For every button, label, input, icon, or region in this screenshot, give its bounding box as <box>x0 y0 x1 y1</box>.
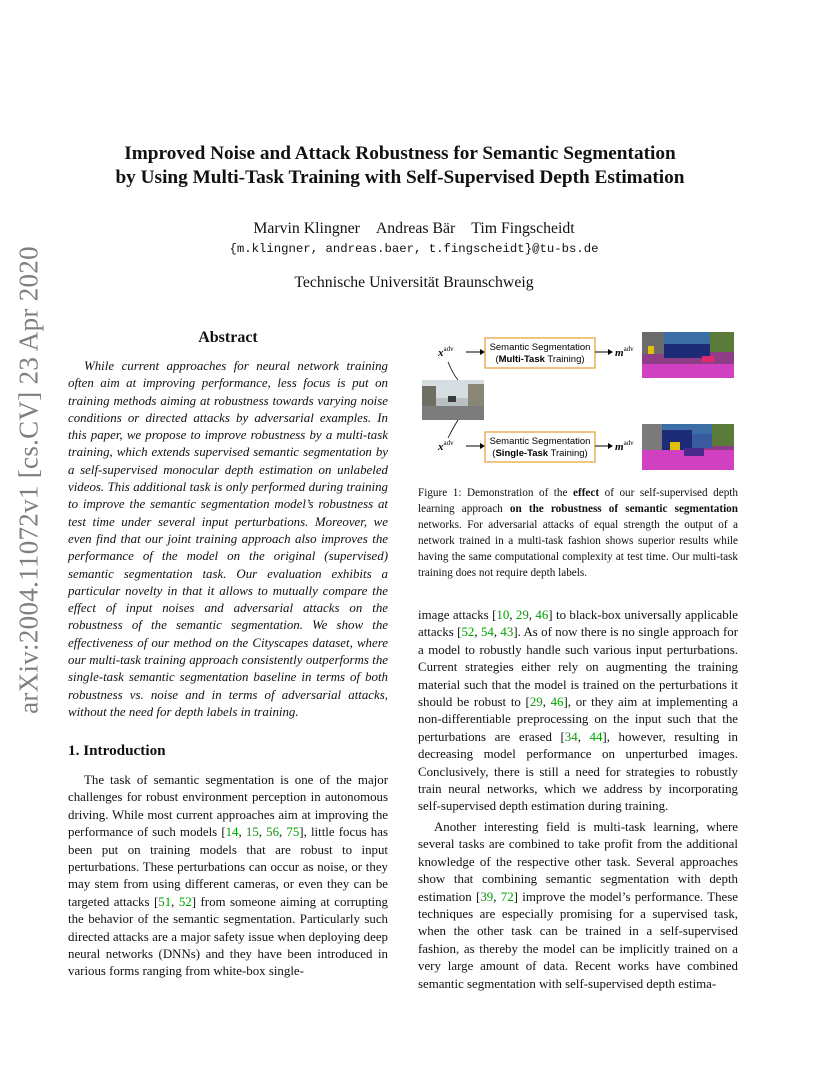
text-run: ] improve the model’s performance. These techniques are especially promising for a supervised task, when the other task can be trained in a self-supervised fashion, as thereby the model can be implicitly trained on a very large amount of data. Recent works have combined semantic segmentation with self-supervised depth estima- <box>418 889 739 991</box>
connector-bottom <box>448 420 458 438</box>
citation-link[interactable]: 46 <box>550 695 564 710</box>
figure-1-caption <box>418 485 738 581</box>
intro-left-column <box>68 772 388 981</box>
input-street-image <box>422 380 484 420</box>
text-run: networks. For adversarial attacks of equal strength the output of a network trained in a multi-task fashion shows superior results while having the same computational complexity at test time. Our multi-task training does not require depth labels. <box>418 519 738 579</box>
text-run: ] to black-box universally applicable attacks [ <box>418 608 738 640</box>
output-label-bottom: $m^{adv}$ <box>615 439 634 453</box>
title-line-2: by Using Multi-Task Training with Self-Supervised Depth Estimation <box>115 167 685 188</box>
output-label-top: $m^{adv}$ <box>615 345 634 359</box>
text-run: on the robustness of semantic segmentation <box>509 503 738 515</box>
text-run: ], little focus has been put on training models that are robust to input perturbations. These perturbations can occur as noise, or they may stem from using different cameras, or even they can be targeted attacks [ <box>68 825 388 909</box>
abstract-heading: Abstract <box>198 329 258 346</box>
text-run: ], or they aim at implementing a non-differentiable preprocessing on the input such that the perturbations are erased [ <box>418 695 738 744</box>
citation-link[interactable]: 51 <box>158 894 172 909</box>
citation-link[interactable]: 54 <box>480 625 494 640</box>
citation-link[interactable]: 46 <box>535 608 549 622</box>
citation-link[interactable]: 29 <box>515 608 529 622</box>
text-run: Figure 1: Demonstration of the <box>418 487 574 499</box>
affiliation: Technische Universität Braunschweig <box>294 274 534 291</box>
citation-link[interactable]: 10 <box>496 608 510 622</box>
text-run: image attacks [ <box>418 608 497 622</box>
intro-paragraph-3: Another interesting field is multi-task learning, where several tasks are combined to take profit from the additional knowledge of the respective other task. Several approaches show that combining semantic segmentation with depth estimation [39, 72] improve the model’s performance. These techniques are especially promising for a supervised task, when the other task can be trained in a self-supervised fashion, as thereby the model can be implicitly trained on a very large amount of data. Recent works have combined semantic segmentation with self-supervised depth estima- <box>418 819 739 991</box>
intro-paragraph-1: The task of semantic segmentation is one of the major challenges for robust environment perception in autonomous driving. While most current approaches aim at improving the performance of such models [14, 15, 56, 75], little focus has been put on training models that are robust to input perturbations. These perturbations can occur as noise, or they may stem from using different cameras, or even they can be targeted attacks [51, 52] from someone aiming at corrupting the behavior of the semantic segmentation. Particularly such directed attacks are a major safety issue when deploying deep neural networks (DNNs) and they have been introduced in various forms ranging from white-box single- <box>68 773 388 979</box>
citation-link[interactable]: 75 <box>286 825 300 840</box>
arrowhead <box>480 349 485 355</box>
citation-link[interactable]: 44 <box>589 729 603 744</box>
segmentation-output-multi-task <box>642 332 734 378</box>
citation-link[interactable]: 52 <box>178 894 192 909</box>
author-emails: {m.klingner, andreas.baer, t.fingscheidt}@tu-bs.de <box>229 242 599 256</box>
text-run: Another interesting field is multi-task learning, where several tasks are combined to take profit from the additional knowledge of the respective other task. Several approaches show that combining semantic segmentation with depth estimation [ <box>418 819 738 904</box>
intro-right-column <box>418 607 738 993</box>
box2-line1: Semantic Segmentation <box>489 436 591 447</box>
arrowhead <box>608 443 613 449</box>
citation-link[interactable]: 56 <box>266 825 280 840</box>
arxiv-id: arXiv:2004.11072v1 [cs.CV] 23 Apr 2020 <box>13 246 44 714</box>
citation-link[interactable]: 39 <box>480 889 494 904</box>
abstract-body: While current approaches for neural network training often aim at improving performance, less focus is put on training methods aiming at robustness towards varying noise conditions or directed attacks by adversarial examples. In this paper, we propose to improve robustness by a multi-task training, which extends supervised semantic segmentation by a self-supervised monocular depth estimation on unlabeled videos. This additional task is only performed during training to improve the semantic segmentation model’s robustness at test time under several input perturbations. Moreover, we even find that our joint training approach also improves the performance of the model on the original (supervised) semantic segmentation task. Our evaluation exhibits a particular novelty in that it allows to mutually compare the effect of input noises and adversarial attacks on the robustness of the semantic segmentation. We show the effectiveness of our method on the Cityscapes dataset, where our multi-task training approach consistently outperforms the single-task semantic segmentation baseline in terms of both robustness vs. noise and in terms of adversarial attacks, without the need for depth labels in training. <box>68 359 388 719</box>
text-run: effect <box>573 487 600 499</box>
box1-line1: Semantic Segmentation <box>489 342 591 353</box>
author-2: Andreas Bär <box>375 220 456 237</box>
citation-link[interactable]: 34 <box>564 729 578 744</box>
text-run: The task of semantic segmentation is one of the major challenges for robust environment perception in autonomous driving. While most current approaches aim at improving the performance of such models [ <box>68 773 388 840</box>
intro-paragraph-2: image attacks [10, 29, 46] to black-box universally applicable attacks [52, 54, 43]. As of now there is no single approach for a model to robustly handle such various input perturbations. Current strategies either rely on augmenting the training material such that the model is trained on the perturbations it should be robust to [29, 46], or they aim at implementing a non-differentiable preprocessing on the input such that the perturbations are erased [34, 44], however, resulting in decreasing model performance on unperturbed images. Conclusively, there is still a need for strategies to robustly train neural networks, which we address by incorporating self-supervised depth estimation during training. <box>418 608 738 814</box>
title-line-1: Improved Noise and Attack Robustness for Semantic Segmentation <box>124 143 676 164</box>
figure-1-diagram <box>418 330 740 475</box>
citation-link[interactable]: 43 <box>500 625 514 640</box>
input-label-bottom: $x^{adv}$ <box>438 439 454 453</box>
input-label-top: $x^{adv}$ <box>438 345 454 359</box>
author-3: Tim Fingscheidt <box>471 220 575 237</box>
section-heading-introduction: 1. Introduction <box>68 742 166 759</box>
citation-link[interactable]: 14 <box>225 825 239 840</box>
text-run: ]. As of now there is no single approach for a model to robustly handle such various input perturbations. Current strategies either rely on augmenting the training material such that the model is trained on the perturbations it should be robust to [ <box>418 625 738 710</box>
author-1: Marvin Klingner <box>253 220 360 237</box>
citation-link[interactable]: 29 <box>529 695 543 710</box>
connector-top <box>448 362 458 380</box>
citation-link[interactable]: 15 <box>245 825 259 840</box>
text-run: ], however, resulting in decreasing model performance on unperturbed images. Conclusively, there is still a need for strategies to robustly train neural networks, which we address by incorporating self-supervised depth estimation during training. <box>418 729 738 814</box>
citation-link[interactable]: 72 <box>500 889 514 904</box>
arrowhead <box>480 443 485 449</box>
arrowhead <box>608 349 613 355</box>
figure-1 <box>418 330 740 475</box>
text-run: of our self-supervised depth learning approach <box>418 487 738 515</box>
citation-link[interactable]: 52 <box>461 625 475 640</box>
segmentation-output-single-task <box>642 424 734 470</box>
box2-line2: (Single-Task Training) <box>492 448 588 459</box>
box1-line2: (Multi-Task Training) <box>495 354 585 365</box>
paper-title <box>80 142 720 190</box>
text-run: ] from someone aiming at corrupting the behavior of the semantic segmentation. Particularly such directed attacks are a major safety issue when deploying deep neural networks (DNNs) and they have been introduced in various forms ranging from white-box single- <box>68 894 388 979</box>
author-list <box>0 220 828 238</box>
arxiv-stamp <box>8 246 50 714</box>
